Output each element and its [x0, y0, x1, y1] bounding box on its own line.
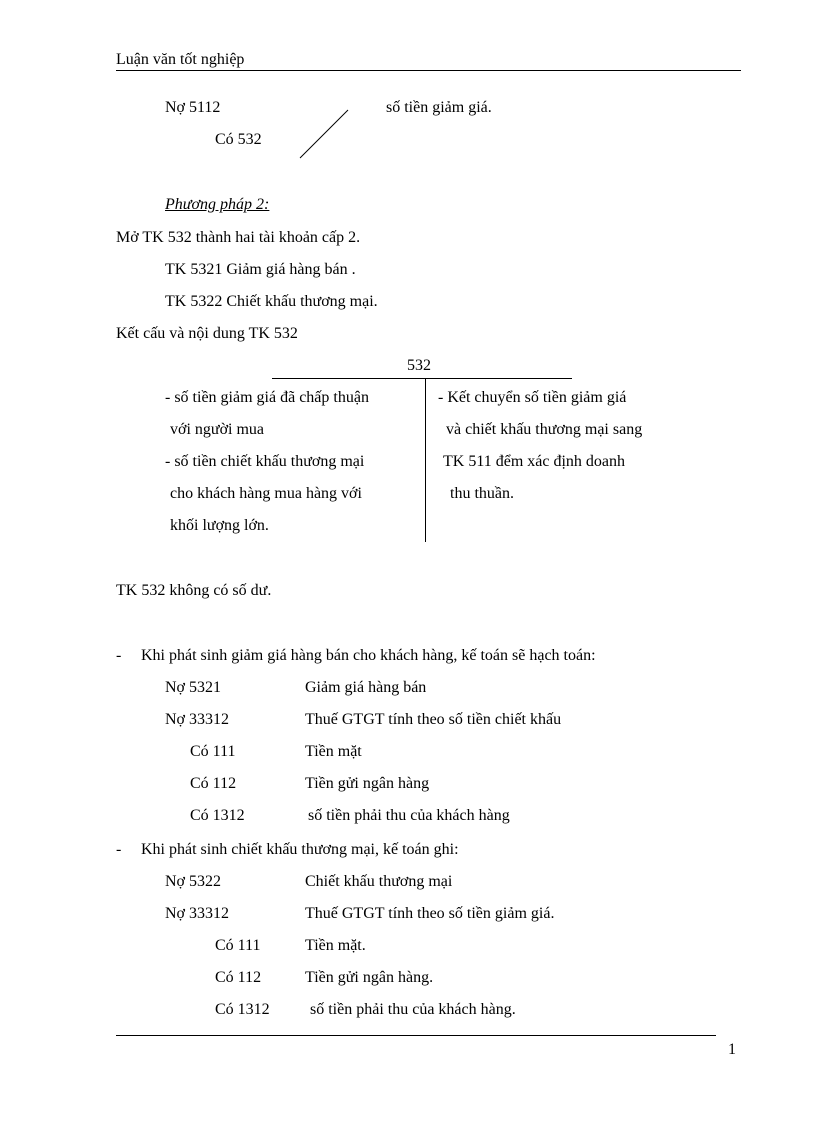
- entry1-note: số tiền giảm giá.: [386, 99, 492, 116]
- entry1-debit: Nợ 5112: [165, 99, 221, 116]
- case1-desc: Tiền gửi ngân hàng: [305, 775, 430, 792]
- case1-account: Có 1312: [190, 807, 245, 824]
- case2-account: Nợ 33312: [165, 905, 230, 922]
- case2-bullet: -: [116, 841, 122, 858]
- case2-desc: Chiết khấu thương mại: [305, 873, 453, 890]
- entry1-slash: [298, 108, 358, 160]
- t-account-number: 532: [407, 357, 431, 374]
- header-rule: [116, 70, 741, 71]
- debit-side-line-2: với người mua: [170, 421, 265, 438]
- credit-side-line-1: - Kết chuyển số tiền giảm giá: [438, 389, 627, 406]
- page-number: 1: [728, 1041, 736, 1058]
- balance-note: TK 532 không có số dư.: [116, 582, 272, 599]
- method2-intro: Mở TK 532 thành hai tài khoản cấp 2.: [116, 229, 361, 246]
- t-account-top-rule: [272, 378, 572, 379]
- case1-desc: số tiền phải thu của khách hàng: [308, 807, 510, 824]
- debit-side-line-1: - số tiền giảm giá đã chấp thuận: [165, 389, 369, 406]
- case1-account: Nợ 33312: [165, 711, 230, 728]
- case1-account: Nợ 5321: [165, 679, 222, 696]
- case1-account: Có 111: [190, 743, 236, 760]
- debit-side-line-5: khối lượng lớn.: [170, 517, 269, 534]
- case1-bullet: -: [116, 647, 122, 664]
- debit-side-line-4: cho khách hàng mua hàng với: [170, 485, 362, 502]
- method2-account-5321: TK 5321 Giảm giá hàng bán .: [165, 261, 356, 278]
- credit-side-line-2: và chiết khấu thương mại sang: [446, 421, 643, 438]
- case1-desc: Thuế GTGT tính theo số tiền chiết khấu: [305, 711, 562, 728]
- method2-heading: Phương pháp 2:: [165, 196, 270, 213]
- case2-account: Có 112: [215, 969, 262, 986]
- running-header: Luận văn tốt nghiệp: [116, 51, 245, 68]
- case1-text: Khi phát sinh giảm giá hàng bán cho khách hàng, kế toán sẽ hạch toán:: [141, 647, 596, 664]
- case2-account: Có 111: [215, 937, 261, 954]
- method2-account-5322: TK 5322 Chiết khấu thương mại.: [165, 293, 378, 310]
- entry1-credit: Có 532: [215, 131, 262, 148]
- t-account-divider: [425, 378, 426, 542]
- case1-desc: Tiền mặt: [305, 743, 362, 760]
- footer-rule: [116, 1035, 716, 1036]
- case2-desc: số tiền phải thu của khách hàng.: [310, 1001, 516, 1018]
- case2-desc: Tiền mặt.: [305, 937, 366, 954]
- case2-account: Nợ 5322: [165, 873, 222, 890]
- credit-side-line-4: thu thuần.: [450, 485, 514, 502]
- case2-text: Khi phát sinh chiết khấu thương mại, kế toán ghi:: [141, 841, 459, 858]
- case1-desc: Giảm giá hàng bán: [305, 679, 427, 696]
- case1-account: Có 112: [190, 775, 237, 792]
- case2-desc: Tiền gửi ngân hàng.: [305, 969, 434, 986]
- case2-account: Có 1312: [215, 1001, 270, 1018]
- case2-desc: Thuế GTGT tính theo số tiền giảm giá.: [305, 905, 555, 922]
- debit-side-line-3: - số tiền chiết khấu thương mại: [165, 453, 365, 470]
- credit-side-line-3: TK 511 đểm xác định doanh: [443, 453, 626, 470]
- structure-title: Kết cấu và nội dung TK 532: [116, 325, 298, 342]
